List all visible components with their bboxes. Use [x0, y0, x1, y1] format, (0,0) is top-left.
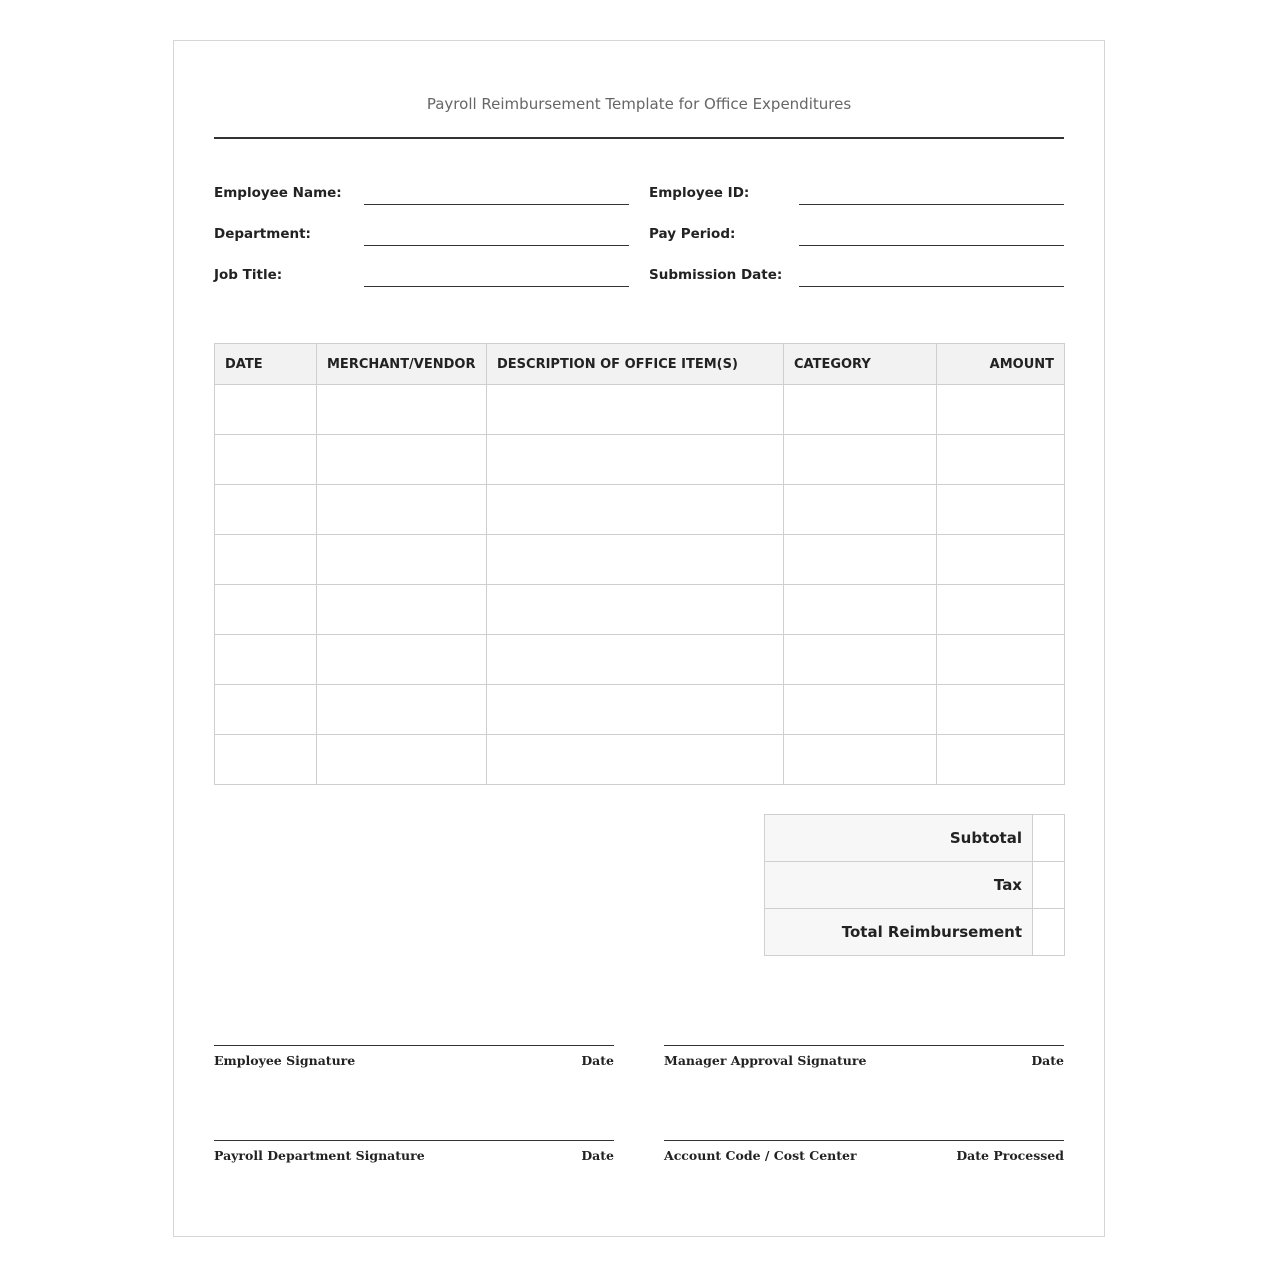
category-cell[interactable]: [784, 585, 937, 635]
job-title-field[interactable]: [364, 286, 629, 287]
tax-label: Tax: [765, 862, 1033, 909]
column-header-date: DATE: [215, 344, 317, 385]
subtotal-row: [765, 815, 1065, 862]
table-row: [215, 735, 1065, 785]
category-cell[interactable]: [784, 535, 937, 585]
category-cell[interactable]: [784, 735, 937, 785]
column-header-description: DESCRIPTION OF OFFICE ITEM(S): [487, 344, 784, 385]
pay-period-field[interactable]: [799, 245, 1064, 246]
amount-cell[interactable]: [937, 735, 1065, 785]
table-row: [215, 535, 1065, 585]
title-divider: [214, 137, 1064, 139]
description-cell[interactable]: [487, 585, 784, 635]
table-row: [215, 485, 1065, 535]
subtotal-label: Subtotal: [765, 815, 1033, 862]
table-row: [215, 435, 1065, 485]
date-cell[interactable]: [215, 535, 317, 585]
amount-cell[interactable]: [937, 485, 1065, 535]
submission-date-field[interactable]: [799, 286, 1064, 287]
amount-cell[interactable]: [937, 685, 1065, 735]
table-header-row: [215, 344, 1065, 385]
date-cell[interactable]: [215, 585, 317, 635]
date-cell[interactable]: [215, 435, 317, 485]
merchant-cell[interactable]: [317, 585, 487, 635]
table-row: [215, 635, 1065, 685]
merchant-cell[interactable]: [317, 535, 487, 585]
date-cell[interactable]: [215, 735, 317, 785]
date-processed-label: Date Processed: [956, 1148, 1064, 1163]
column-header-category: CATEGORY: [784, 344, 937, 385]
total-reimbursement-label: Total Reimbursement: [765, 909, 1033, 956]
account-code-label: Account Code / Cost Center: [664, 1148, 857, 1163]
category-cell[interactable]: [784, 385, 937, 435]
description-cell[interactable]: [487, 735, 784, 785]
totals-table: [764, 814, 1065, 956]
account-code-line[interactable]: [664, 1140, 1064, 1141]
merchant-cell[interactable]: [317, 385, 487, 435]
tax-row: [765, 862, 1065, 909]
merchant-cell[interactable]: [317, 485, 487, 535]
table-row: [215, 585, 1065, 635]
category-cell[interactable]: [784, 435, 937, 485]
form-title: Payroll Reimbursement Template for Office Expenditures: [426, 95, 852, 113]
merchant-cell[interactable]: [317, 635, 487, 685]
amount-cell[interactable]: [937, 585, 1065, 635]
description-cell[interactable]: [487, 685, 784, 735]
category-cell[interactable]: [784, 635, 937, 685]
amount-cell[interactable]: [937, 635, 1065, 685]
date-cell[interactable]: [215, 635, 317, 685]
job-title-label: Job Title:: [214, 267, 283, 283]
merchant-cell[interactable]: [317, 435, 487, 485]
table-row: [215, 385, 1065, 435]
description-cell[interactable]: [487, 635, 784, 685]
expense-table: [214, 343, 1065, 785]
employee-id-field[interactable]: [799, 204, 1064, 205]
category-cell[interactable]: [784, 685, 937, 735]
payroll-signature-label: Payroll Department Signature: [214, 1148, 425, 1163]
description-cell[interactable]: [487, 435, 784, 485]
employee-id-label: Employee ID:: [649, 185, 750, 201]
column-header-merchant: MERCHANT/VENDOR: [317, 344, 487, 385]
manager-signature-label: Manager Approval Signature: [664, 1053, 867, 1068]
employee-signature-line[interactable]: [214, 1045, 614, 1046]
submission-date-label: Submission Date:: [649, 267, 783, 283]
manager-signature-line[interactable]: [664, 1045, 1064, 1046]
table-row: [215, 685, 1065, 735]
pay-period-label: Pay Period:: [649, 226, 736, 242]
employee-signature-label: Employee Signature: [214, 1053, 356, 1068]
date-cell[interactable]: [215, 385, 317, 435]
total-row: [765, 909, 1065, 956]
description-cell[interactable]: [487, 385, 784, 435]
employee-name-label: Employee Name:: [214, 185, 342, 201]
description-cell[interactable]: [487, 485, 784, 535]
category-cell[interactable]: [784, 485, 937, 535]
merchant-cell[interactable]: [317, 735, 487, 785]
manager-date-label: Date: [1031, 1053, 1064, 1068]
payroll-signature-line[interactable]: [214, 1140, 614, 1141]
reimbursement-form: [173, 40, 1105, 1237]
amount-cell[interactable]: [937, 535, 1065, 585]
column-header-amount: AMOUNT: [937, 344, 1065, 385]
payroll-date-label: Date: [581, 1148, 614, 1163]
amount-cell[interactable]: [937, 435, 1065, 485]
employee-name-field[interactable]: [364, 204, 629, 205]
amount-cell[interactable]: [937, 385, 1065, 435]
subtotal-value-cell[interactable]: [1033, 815, 1065, 862]
description-cell[interactable]: [487, 535, 784, 585]
date-cell[interactable]: [215, 485, 317, 535]
total-value-cell[interactable]: [1033, 909, 1065, 956]
date-cell[interactable]: [215, 685, 317, 735]
department-label: Department:: [214, 226, 311, 242]
employee-date-label: Date: [581, 1053, 614, 1068]
merchant-cell[interactable]: [317, 685, 487, 735]
department-field[interactable]: [364, 245, 629, 246]
tax-value-cell[interactable]: [1033, 862, 1065, 909]
